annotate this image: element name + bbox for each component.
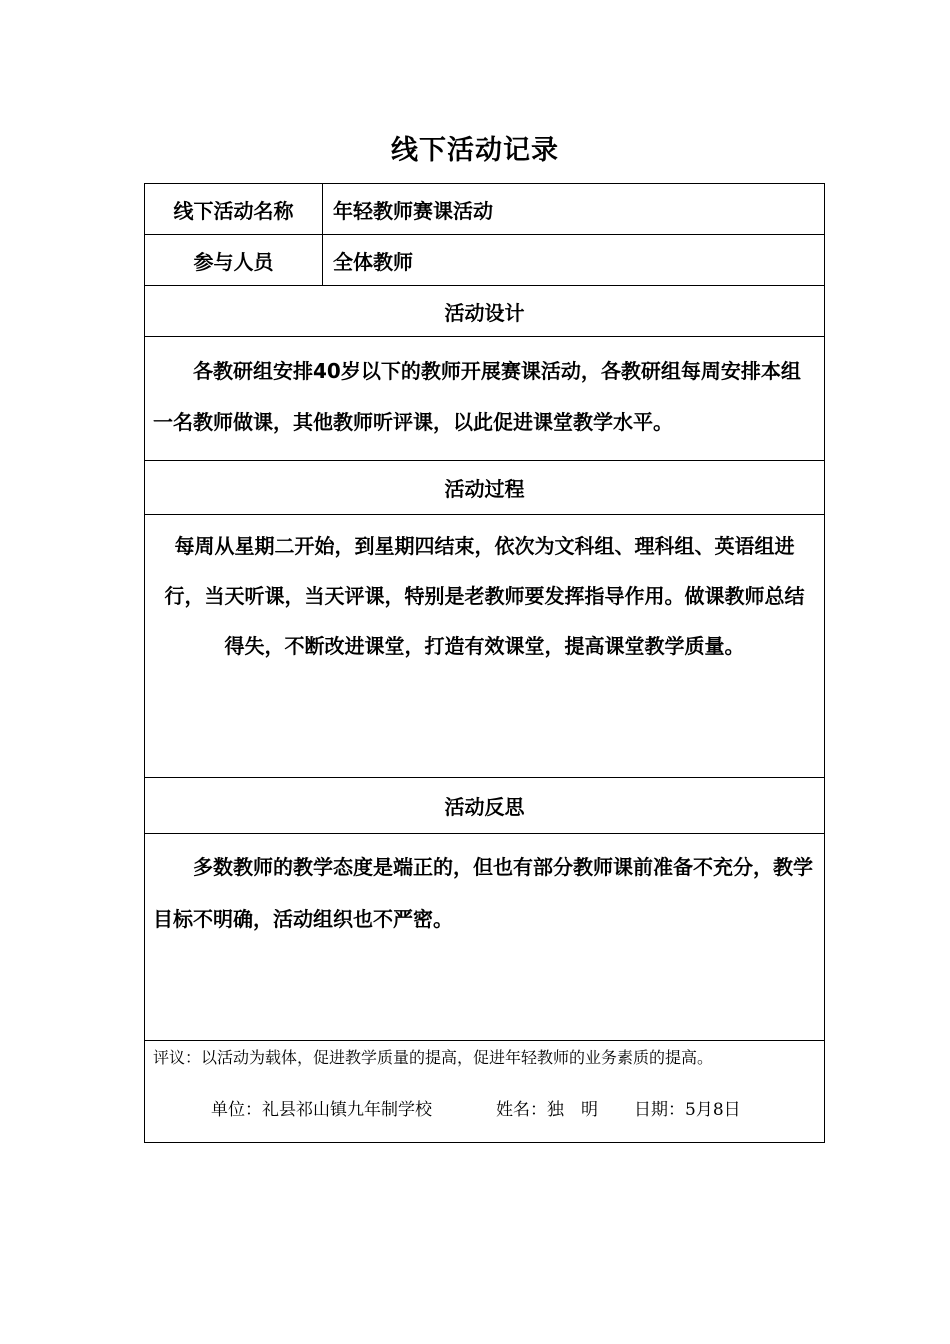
process-body-row <box>145 515 825 778</box>
activity-record-table <box>144 183 825 1143</box>
participants-row <box>145 235 825 286</box>
design-body-row <box>145 337 825 461</box>
page-title: 线下活动记录 <box>391 135 559 166</box>
comment-text: 评议：以活动为载体，促进教学质量的提高，促进年轻教师的业务素质的提高。 <box>153 1048 714 1067</box>
signature-line <box>153 1099 816 1121</box>
participants-label: 参与人员 <box>145 235 323 286</box>
comment-cell <box>145 1041 825 1143</box>
comment-row <box>145 1041 825 1143</box>
reflection-text: 多数教师的教学态度是端正的，但也有部分教师课前准备不充分，教学目标不明确，活动组织也不严密。 <box>145 834 825 1041</box>
process-heading-row <box>145 461 825 515</box>
process-text: 每周从星期二开始，到星期四结束，依次为文科组、理科组、英语组进行，当天听课，当天评课，特别是老教师要发挥指导作用。做课教师总结得失，不断改进课堂，打造有效课堂，提高课堂教学质量。 <box>145 515 825 778</box>
process-heading: 活动过程 <box>145 461 825 515</box>
activity-name-value: 年轻教师赛课活动 <box>323 184 825 235</box>
unit-text: 单位：礼县祁山镇九年制学校 <box>211 1100 432 1120</box>
reflection-heading-row <box>145 778 825 834</box>
date-text: 日期：5月8日 <box>634 1100 741 1120</box>
reflection-body-row <box>145 834 825 1041</box>
design-heading-row <box>145 286 825 337</box>
reflection-heading: 活动反思 <box>145 778 825 834</box>
design-heading: 活动设计 <box>145 286 825 337</box>
activity-name-row <box>145 184 825 235</box>
design-text: 各教研组安排40岁以下的教师开展赛课活动，各教研组每周安排本组一名教师做课，其他教师听评课，以此促进课堂教学水平。 <box>145 337 825 461</box>
participants-value: 全体教师 <box>323 235 825 286</box>
activity-name-label: 线下活动名称 <box>145 184 323 235</box>
name-text: 姓名：独 明 <box>496 1100 598 1120</box>
